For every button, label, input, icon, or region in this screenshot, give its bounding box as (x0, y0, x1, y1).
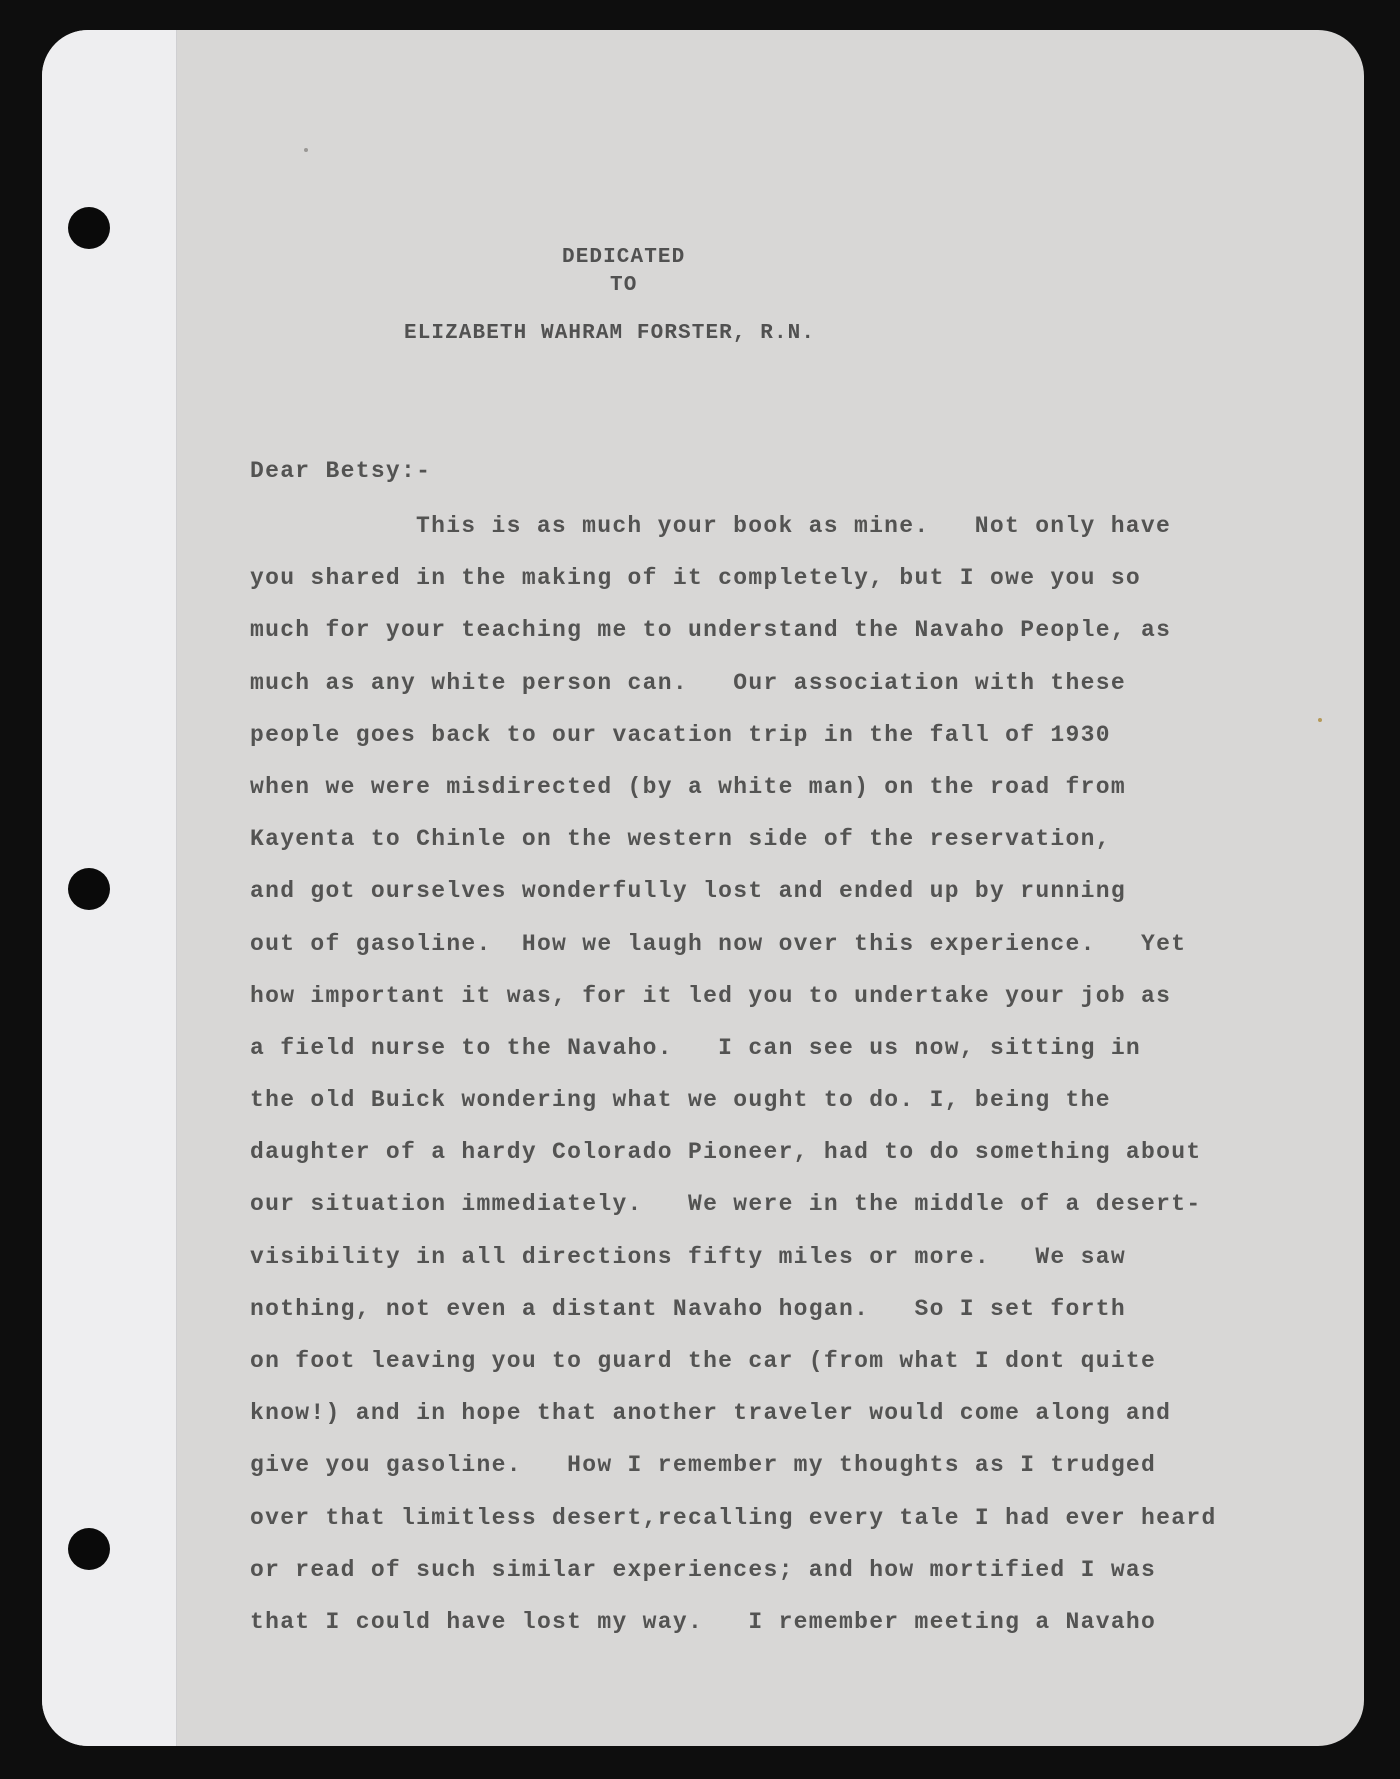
body-line: out of gasoline. How we laugh now over this experience. Yet (250, 930, 1187, 957)
punch-hole-middle (68, 868, 110, 910)
body-line: a field nurse to the Navaho. I can see us now, sitting in (250, 1034, 1142, 1061)
body-line: our situation immediately. We were in the middle of a desert- (250, 1191, 1202, 1218)
body-line: and got ourselves wonderfully lost and ended up by running (250, 878, 1126, 905)
body-line: much as any white person can. Our association with these (250, 669, 1126, 696)
dedication-heading-line1: DEDICATED (562, 246, 686, 269)
body-line: daughter of a hardy Colorado Pioneer, had to do something about (250, 1139, 1202, 1166)
document-page (42, 30, 1364, 1746)
body-line: Kayenta to Chinle on the western side of the reservation, (250, 826, 1111, 853)
letter-salutation: Dear Betsy:- (250, 458, 432, 484)
punch-hole-top (68, 207, 110, 249)
body-line: much for your teaching me to understand the Navaho People, as (250, 617, 1172, 644)
letter-body (250, 500, 1290, 1648)
body-line: that I could have lost my way. I remember meeting a Navaho (250, 1608, 1157, 1635)
dedication-heading-line2: TO (610, 274, 638, 297)
binding-strip (42, 30, 177, 1746)
body-line: visibility in all directions fifty miles or more. We saw (250, 1243, 1126, 1270)
paper-speck (304, 148, 308, 152)
body-line: people goes back to our vacation trip in the fall of 1930 (250, 721, 1111, 748)
body-line: over that limitless desert,recalling every tale I had ever heard (250, 1504, 1217, 1531)
punch-hole-bottom (68, 1528, 110, 1570)
body-line: give you gasoline. How I remember my thoughts as I trudged (250, 1452, 1157, 1479)
body-line: you shared in the making of it completely, but I owe you so (250, 565, 1142, 592)
body-line: know!) and in hope that another traveler would come along and (250, 1400, 1172, 1427)
body-line: how important it was, for it led you to undertake your job as (250, 982, 1172, 1009)
body-line: when we were misdirected (by a white man) on the road from (250, 773, 1126, 800)
body-line: or read of such similar experiences; and how mortified I was (250, 1556, 1157, 1583)
dedication-recipient-name: ELIZABETH WAHRAM FORSTER, R.N. (404, 322, 816, 345)
body-line: the old Buick wondering what we ought to do. I, being the (250, 1087, 1111, 1114)
body-line: on foot leaving you to guard the car (from what I dont quite (250, 1348, 1157, 1374)
body-line: This is as much your book as mine. Not only have (416, 513, 1172, 539)
body-line: nothing, not even a distant Navaho hogan. So I set forth (250, 1295, 1126, 1322)
paper-speck (1318, 718, 1322, 722)
